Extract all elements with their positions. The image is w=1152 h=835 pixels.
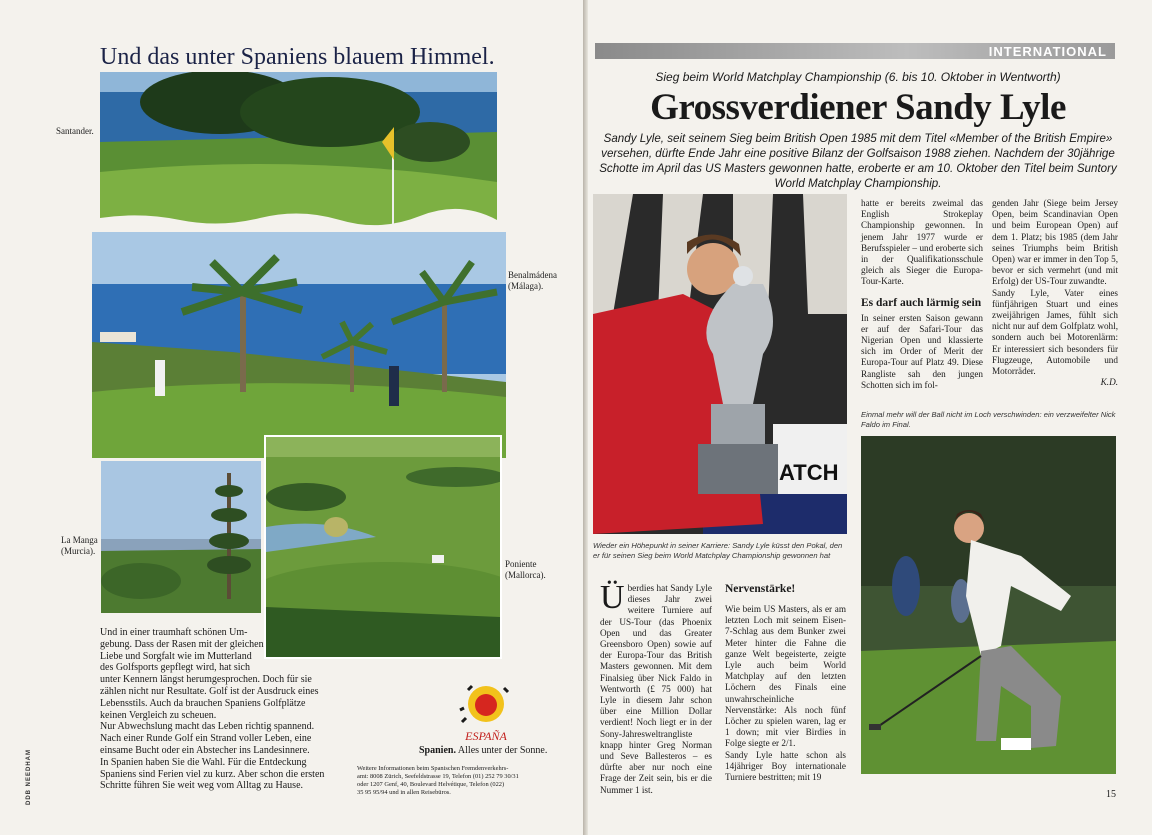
slogan-rest: Alles unter der Sonne. [455, 745, 548, 756]
article-lead: Sandy Lyle, seit seinem Sieg beim British Open 1985 mit dem Titel «Member of the British Empire» versehen, dürfte Ende Jahr eine positive Bilanz der Golfsaison 1988 ziehen. Nachdem der 30jährige Schotte im April das US Masters gewonnen hatte, eroberte er am 10. Oktober den Titel beim Suntory World Matchplay Championship. [599, 132, 1117, 190]
body-line: gebung. Dass der Rasen mit der gleichen [100, 638, 264, 650]
article-kicker: Sieg beim World Matchplay Championship (6. bis 10. Oktober in Wentworth) [655, 70, 1061, 84]
body-line: Schritte führen Sie weit weg vom Alltag zu Hause. [100, 780, 304, 792]
caption-benalmadena [508, 270, 557, 292]
column-c [600, 579, 712, 796]
photo-la-manga [101, 461, 261, 613]
col-b-bottom: Sandy Lyle, Vater eines fünfjährigen Stuart und eines zweijährigen James, fühlt sich nicht nur auf dem Golfplatz wohl, sondern auch bei Motorenlärm: Er interessiert sich besonders für Flugzeuge, Automobile und Motorräder. [992, 287, 1118, 377]
slogan-bold: Spanien. [419, 745, 456, 756]
info-line: Weitere Informationen beim Spanischen Fremdenverkehrs- [357, 765, 509, 772]
body-line: Nur Abwechslung macht das Leben richtig spannend. [100, 721, 315, 733]
body-line: Liebe und Sorgfalt wie im Mutterland [100, 650, 252, 662]
vertical-credit: DDB NEEDHAM [26, 749, 32, 805]
info-small-print [357, 765, 582, 797]
col-d-text: Wie beim US Masters, als er am letzten Loch mit seinem Eisen-7-Schlag aus dem Bunker zwei Meter hinter die Fahne die ganze Welt begeisterte, zeigte Lyle auch beim World Matchplay auf den letzten Löchern des Finals eine unwahrscheinliche Nervenstärke: Als noch fünf Löcher zu spielen waren, lag er 1 down; mit vier Birdies in Folge siegte er 2/1. [725, 604, 846, 749]
right-page [588, 0, 1152, 835]
subhead-nervenstaerke: Nervenstärke! [725, 583, 796, 595]
col-c-text: berdies hat Sandy Lyle dieses Jahr zwei weitere Turniere auf der US-Tour (das Phoenix Open und das Greater Greensboro Open) sowie auf der Europa-Tour das British Masters gewonnen. Mit dem Finalsieg über Nick Faldo in Wentworth (£ 75 000) hat Lyle in diesem Jahr schon über eine Million Dollar verdient! Noch liegt er in der Sony-Jahresweltrangliste knapp hinter Greg Norman und Seve Ballesteros – es dürfte aber nur noch eine Frage der Zeit sein, bis er die Nummer 1 ist. [600, 583, 712, 795]
body-line: Spaniens sind Ferien viel zu kurz. Aber schon die ersten [100, 768, 325, 780]
col-a-top: hatte er bereits zweimal das English Strokeplay Championship gewonnen. In jenem Jahr 1977 wurde er Berufsspieler – und eroberte sich in der Qualifikationsschule gleich als Sieger die Europa-Tour-Karte. [861, 198, 983, 287]
caption-la-manga-line-1: La Manga [61, 535, 98, 545]
column-d [725, 583, 846, 783]
body-line: Und in einer traumhaft schönen Um- [100, 627, 248, 638]
body-line: keinen Vergleich zu scheuen. [100, 709, 217, 721]
article-headline: Grossverdiener Sandy Lyle [650, 87, 1066, 128]
photo-poniente [264, 435, 502, 659]
caption-la-manga [61, 535, 98, 557]
caption-faldo: Einmal mehr will der Ball nicht im Loch verschwinden: ein verzweifelter Nick Faldo im Final. [861, 410, 1116, 429]
author-initials: K.D. [1100, 377, 1118, 388]
photo-santander [100, 72, 497, 228]
info-line: amt: 8008 Zürich, Seefeldstrasse 19, Telefon (01) 252 79 30/31 [357, 773, 519, 780]
caption-santander: Santander. [56, 126, 94, 136]
body-line: Nach einer Runde Golf ein Strand voller Leben, eine [100, 733, 312, 745]
col-a-bottom: In seiner ersten Saison gewann er auf der Safari-Tour das Nigerian Open und klassierte sich im Order of Merit der Europa-Tour auf Platz 49. Diese Rangliste sah den jungen Schotten sich im fol- [861, 312, 983, 390]
caption-poniente-line-1: Poniente [505, 559, 537, 569]
photo-lyle-trophy [593, 194, 847, 534]
caption-benalmadena-line-2: (Málaga). [508, 281, 544, 291]
subhead-laermig: Es darf auch lärmig sein [861, 296, 982, 309]
body-line: In Spanien haben Sie die Wahl. Für die Entdeckung [100, 756, 307, 768]
info-line: 35 95 95/94 und in allen Reisebüros. [357, 789, 451, 796]
body-line: zählen nicht nur Resultate. Golf ist der Ausdruck eines [100, 685, 319, 697]
col-b-top: genden Jahr (Siege beim Jersey Open, beim Scandinavian Open und beim European Open) auf dem 1. Platz; bis 1985 (dem Jahr seines Triumphs beim British Open) war er immer in den Top 5, bevor er sich vermehrt (und mit Erfolg) der US-Tour zuwandte. [992, 198, 1118, 287]
section-bar [595, 43, 1115, 59]
left-body-text [100, 627, 344, 792]
trophy-banner-text: ATCH [779, 460, 839, 485]
col-d-text-2: Sandy Lyle hatte schon als 14jähriger Boy internationale Turniere bestritten; mit 19 [725, 749, 846, 783]
body-line: unter Kennern längst herumgesprochen. Doch für sie [100, 674, 312, 686]
column-a [861, 198, 983, 391]
caption-poniente-line-2: (Mallorca). [505, 570, 546, 580]
info-line: oder 1207 Genf, 40, Boulevard Helvétique, Telefon (022) [357, 781, 505, 788]
body-line: einsame Bucht oder ein Abstecher ins Landesinnere. [100, 744, 310, 756]
photo-faldo [861, 436, 1116, 774]
page-number: 15 [1106, 789, 1116, 800]
caption-benalmadena-line-1: Benalmádena [508, 270, 557, 280]
spanien-slogan [419, 745, 547, 756]
column-b [992, 198, 1118, 388]
espana-sun-logo [456, 680, 516, 744]
body-line: des Golfsports gepflegt wird, hat sich [100, 662, 250, 674]
caption-poniente [505, 559, 546, 581]
photo-benalmadena [92, 232, 506, 458]
section-label: INTERNATIONAL [988, 44, 1107, 59]
left-page-title: Und das unter Spaniens blauem Himmel. [100, 44, 495, 70]
dropcap: Ü [600, 579, 625, 616]
caption-trophy: Wieder ein Höhepunkt in seiner Karriere: Sandy Lyle küsst den Pokal, den er für seinen Sieg beim World Matchplay Championship gewonnen hat [593, 541, 843, 560]
body-line: Lebensstils. Auch da brauchen Spaniens Golfplätze [100, 697, 306, 709]
caption-la-manga-line-2: (Murcia). [61, 546, 96, 556]
espana-logo-word: ESPAÑA [465, 729, 507, 743]
